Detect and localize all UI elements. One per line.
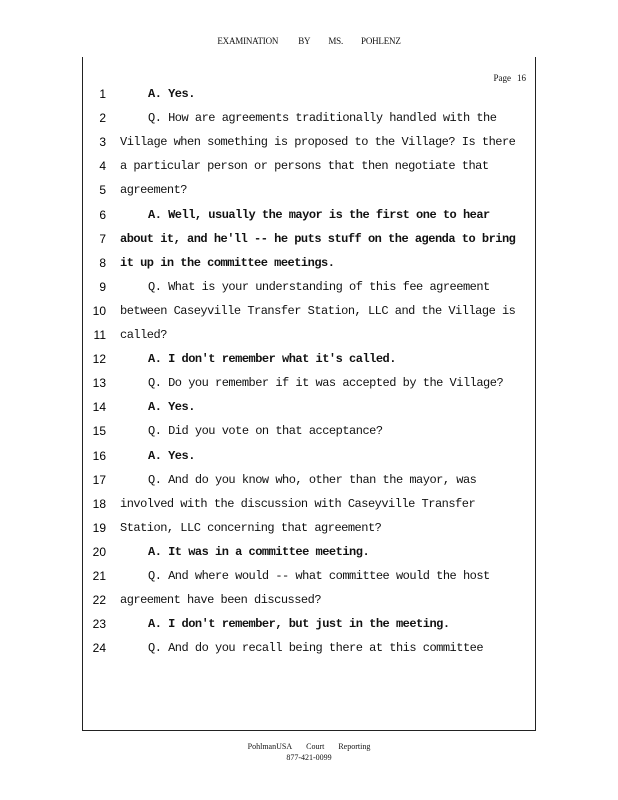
line-text: Village when something is proposed to the Village? Is there [120, 135, 516, 150]
line-number: 6 [99, 207, 106, 222]
transcript-line [0, 253, 618, 277]
footer-phone: 877-421-0099 [286, 753, 332, 762]
line-number: 15 [92, 424, 106, 439]
line-number: 13 [92, 376, 106, 391]
transcript-line [0, 325, 618, 349]
transcript-line [0, 421, 618, 445]
transcript-line [0, 373, 618, 397]
line-number: 21 [92, 569, 106, 583]
line-number: 22 [92, 593, 106, 608]
line-text: A. I don't remember, but just in the meeting. [148, 617, 450, 632]
header-examination: EXAMINATION [217, 36, 279, 46]
header-by: BY [298, 36, 311, 46]
page-number-value: 16 [517, 73, 526, 83]
line-number: 20 [92, 544, 106, 559]
line-text: A. It was in a committee meeting. [148, 544, 370, 559]
line-number: 12 [92, 352, 106, 367]
transcript-line [0, 277, 618, 301]
line-text: between Caseyville Transfer Station, LLC and the Village is [120, 303, 516, 318]
transcript-line [0, 397, 618, 421]
transcript-line [0, 349, 618, 373]
line-number: 19 [92, 520, 106, 535]
transcript-line [0, 470, 618, 494]
line-text: Q. And where would -- what committee would the host [148, 569, 490, 583]
line-text: Q. And do you recall being there at this committee [148, 641, 484, 656]
line-text: Station, LLC concerning that agreement? [120, 520, 382, 535]
transcript-line [0, 205, 618, 229]
transcript-line [0, 132, 618, 156]
line-text: Q. And do you know who, other than the mayor, was [148, 472, 477, 487]
line-text: it up in the committee meetings. [120, 255, 335, 270]
transcript-line [0, 84, 618, 108]
line-number: 2 [99, 111, 106, 126]
line-number: 14 [92, 400, 106, 415]
line-text: A. Yes. [148, 400, 195, 415]
line-text: A. Well, usually the mayor is the first one to hear [148, 207, 490, 222]
transcript-line [0, 229, 618, 253]
line-number: 11 [93, 328, 106, 342]
transcript-line [0, 108, 618, 132]
line-text: agreement? [120, 183, 188, 198]
line-number: 16 [92, 448, 106, 463]
transcript-line [0, 180, 618, 204]
line-number: 18 [92, 496, 106, 511]
line-text: Q. What is your understanding of this fee agreement [148, 279, 490, 294]
transcript-line [0, 494, 618, 518]
line-number: 7 [99, 231, 106, 246]
footer-reporting: Reporting [338, 742, 371, 751]
header-attorney-initial: MS. [328, 36, 344, 46]
transcript-line [0, 590, 618, 614]
footer-company: PohlmanUSA [247, 742, 293, 751]
line-number: 24 [92, 641, 106, 656]
transcript-line [0, 518, 618, 542]
line-text: a particular person or persons that then negotiate that [120, 159, 489, 174]
line-number: 1 [99, 87, 106, 101]
transcript-line [0, 614, 618, 638]
line-text: called? [120, 328, 167, 342]
page-header [0, 36, 618, 46]
line-number: 17 [92, 472, 106, 487]
line-text: about it, and he'll -- he puts stuff on the agenda to bring [120, 231, 516, 246]
transcript-line [0, 638, 618, 662]
header-attorney: POHLENZ [361, 36, 401, 46]
line-number: 23 [92, 617, 106, 632]
transcript-line [0, 566, 618, 590]
line-number: 4 [99, 159, 106, 174]
page-footer [0, 741, 618, 763]
transcript-line [0, 446, 618, 470]
line-text: A. Yes. [148, 448, 195, 463]
line-number: 9 [99, 279, 106, 294]
page-number [494, 73, 527, 83]
line-number: 8 [99, 255, 106, 270]
line-text: A. Yes. [148, 87, 195, 101]
line-text: A. I don't remember what it's called. [148, 352, 396, 367]
transcript-line [0, 156, 618, 180]
footer-court: Court [306, 742, 325, 751]
page-label: Page [493, 73, 511, 83]
transcript-line [0, 542, 618, 566]
line-text: Q. How are agreements traditionally handled with the [148, 111, 497, 126]
transcript-line [0, 301, 618, 325]
line-text: Q. Do you remember if it was accepted by the Village? [148, 376, 504, 391]
line-number: 10 [92, 303, 106, 318]
line-text: agreement have been discussed? [120, 593, 322, 608]
line-text: Q. Did you vote on that acceptance? [148, 424, 383, 439]
line-number: 3 [99, 135, 106, 150]
line-number: 5 [99, 183, 106, 198]
line-text: involved with the discussion with Caseyville Transfer [120, 496, 476, 511]
